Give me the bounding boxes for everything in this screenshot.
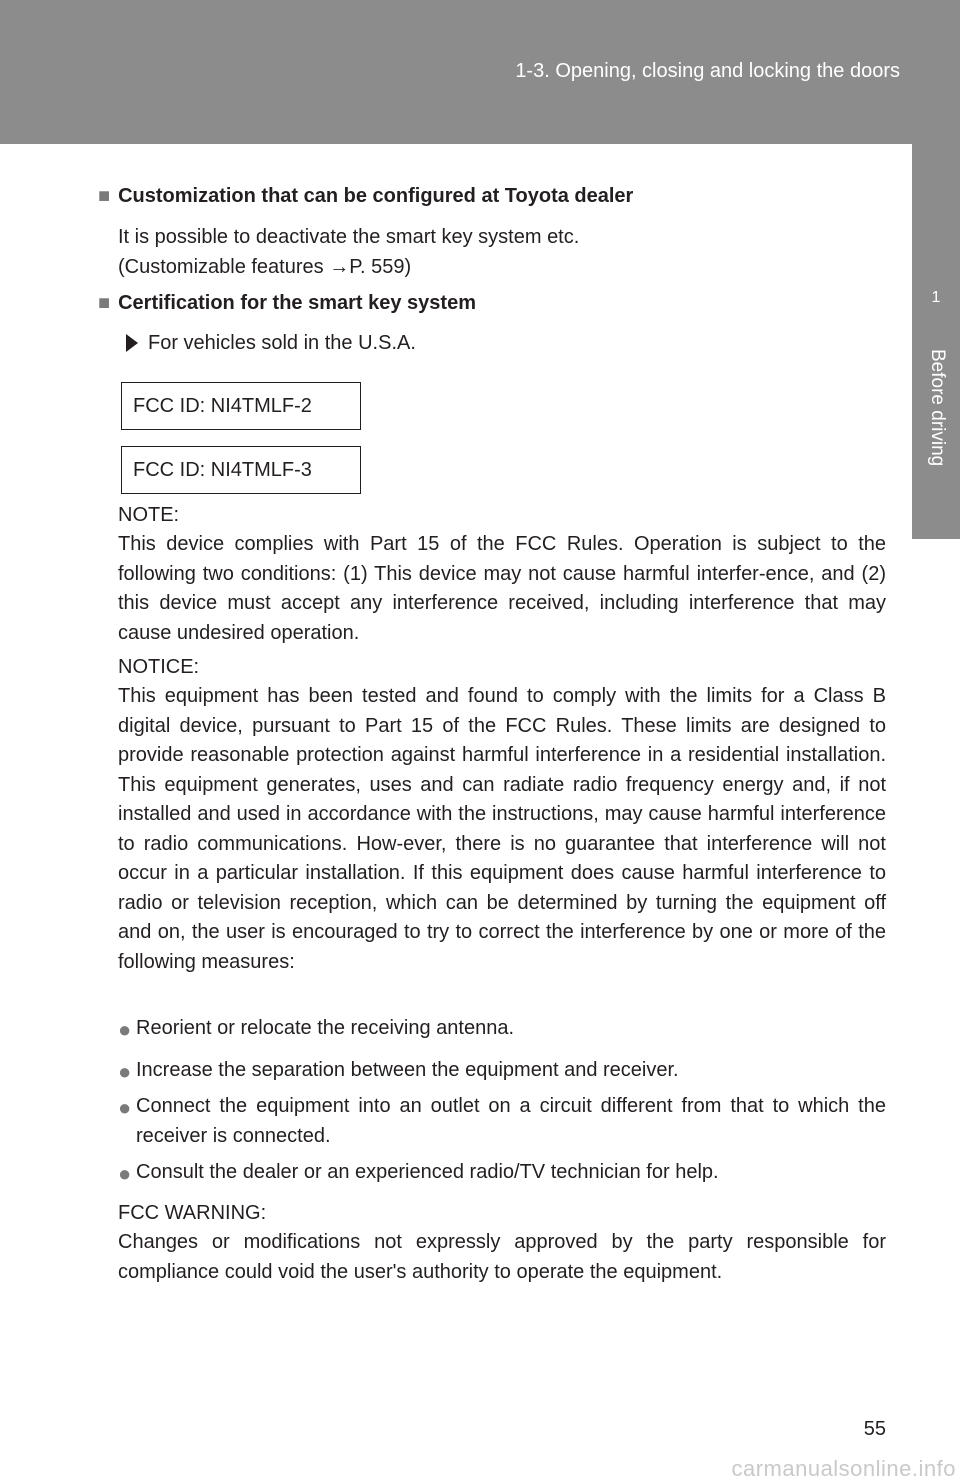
measure-text: Increase the separation between the equipment and receiver.: [136, 1059, 679, 1081]
measure-text: Connect the equipment into an outlet on a circuit different from that to which the receiver is connected.: [136, 1095, 886, 1147]
heading-customization-text: Customization that can be configured at Toyota dealer: [118, 185, 634, 207]
heading-customization: [98, 185, 633, 208]
chapter-label: Before driving: [927, 349, 948, 467]
heading-certification: [98, 292, 476, 315]
measure-text: Reorient or relocate the receiving antenna.: [136, 1017, 515, 1039]
notice-label: NOTICE:: [118, 656, 200, 678]
list-item: [118, 1056, 886, 1086]
square-bullet-icon: ■: [98, 292, 111, 314]
customization-line-2: (Customizable features →P. 559): [118, 256, 412, 278]
warning-text: Changes or modifications not expressly approved by the party responsible for compliance could void the user's authority to operate the equipment.: [118, 1231, 886, 1283]
page-number: 55: [863, 1418, 886, 1440]
measure-text: Consult the dealer or an experienced radio/TV technician for help.: [136, 1161, 719, 1183]
usa-label: [126, 332, 416, 355]
note-text: This device complies with Part 15 of the FCC Rules. Operation is subject to the following two conditions: (1) This device may not cause harmful interfer-ence, and (2) this device must accept any interference received, including interference that may cause undesired operation.: [118, 533, 886, 644]
fcc-id-box-1: FCC ID: NI4TMLF-2: [121, 382, 361, 430]
chapter-number: 1: [931, 289, 941, 306]
watermark: carmanualsonline.info: [731, 1456, 956, 1481]
list-item: [118, 1014, 886, 1044]
section-title: 1-3. Opening, closing and locking the doors: [515, 60, 900, 82]
circle-bullet-icon: ●: [118, 1059, 132, 1084]
customization-line-1: It is possible to deactivate the smart key system etc.: [118, 226, 580, 248]
warning-label: FCC WARNING:: [118, 1202, 267, 1224]
triangle-arrow-icon: [126, 334, 138, 352]
chapter-side-tab: [912, 144, 960, 539]
notice-text: This equipment has been tested and found to comply with the limits for a Class B digital device, pursuant to Part 15 of the FCC Rules. These limits are designed to provide reasonable protection against harmful interference in a residential installation. This equipment generates, uses and can radiate radio frequency energy and, if not installed and used in accordance with the instructions, may cause harmful interference to radio communications. How-ever, there is no guarantee that interference will not occur in a particular installation. If this equipment does cause harmful interference to radio or television reception, which can be determined by turning the equipment off and on, the user is encouraged to try to correct the interference by one or more of the following measures:: [118, 685, 886, 973]
heading-certification-text: Certification for the smart key system: [118, 292, 476, 314]
circle-bullet-icon: ●: [118, 1017, 132, 1042]
list-item: [118, 1158, 886, 1188]
circle-bullet-icon: ●: [118, 1095, 132, 1120]
page-header-band: [0, 0, 960, 144]
circle-bullet-icon: ●: [118, 1161, 132, 1186]
fcc-id-box-2: FCC ID: NI4TMLF-3: [121, 446, 361, 494]
note-label: NOTE:: [118, 504, 180, 526]
square-bullet-icon: ■: [98, 185, 111, 207]
usa-label-text: For vehicles sold in the U.S.A.: [148, 332, 416, 354]
list-item: [118, 1092, 886, 1151]
